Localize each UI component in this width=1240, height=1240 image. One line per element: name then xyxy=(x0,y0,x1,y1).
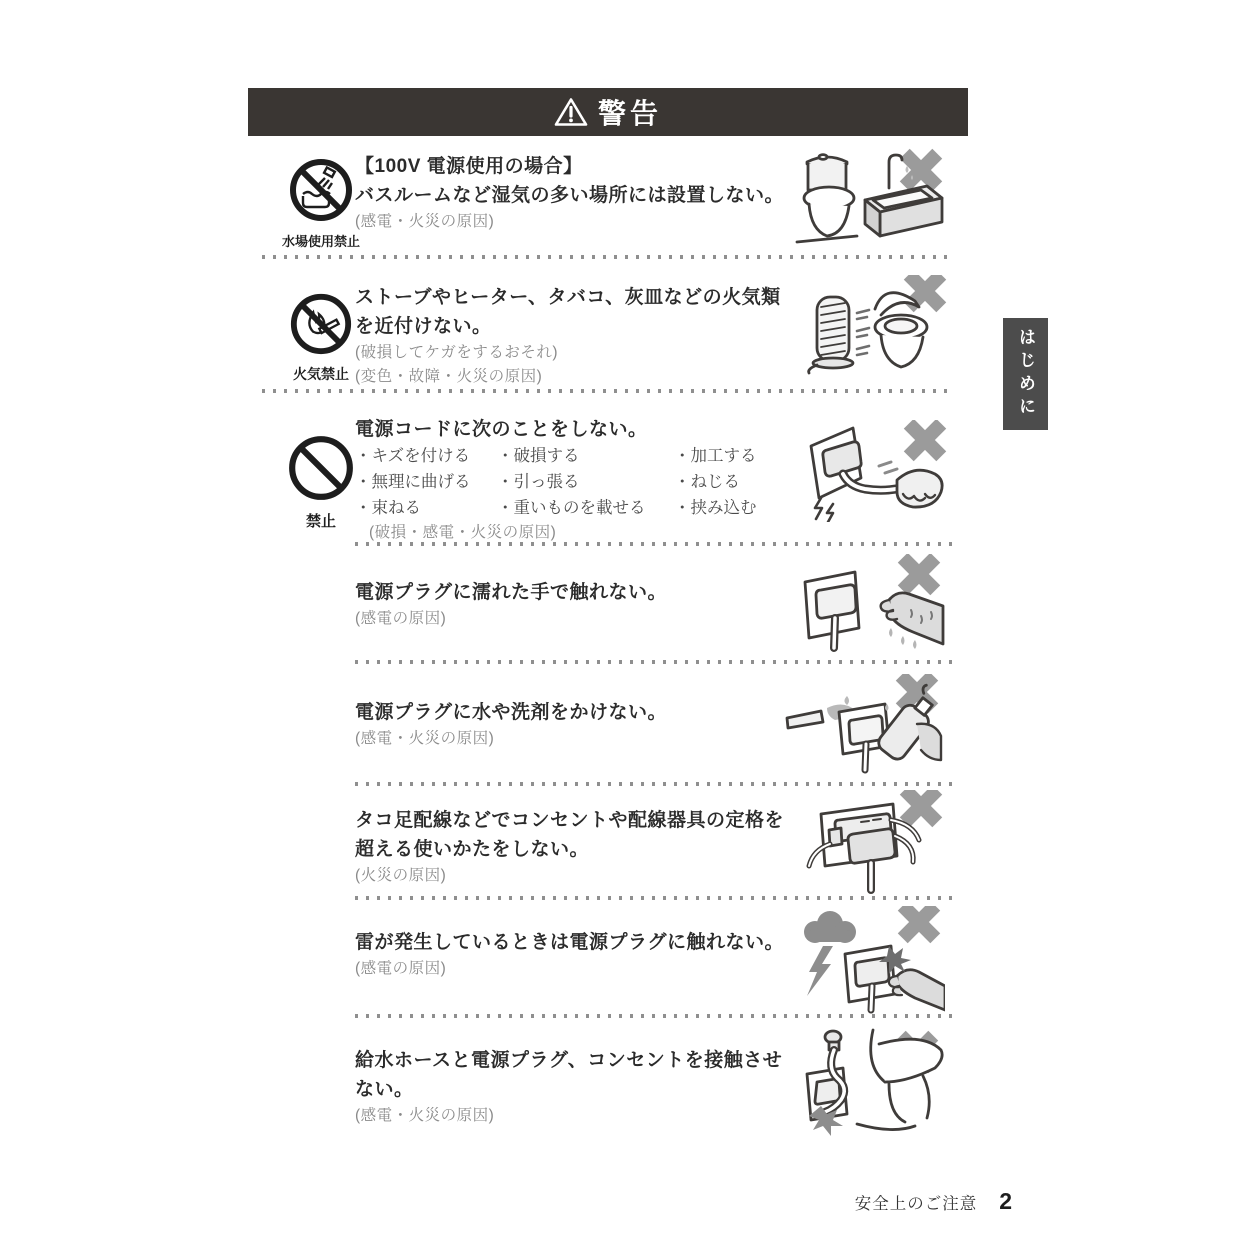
warning-text: 超える使いかたをしない。 xyxy=(355,839,590,860)
section-tab-label: はじめに xyxy=(1016,328,1035,420)
warning-text: 給水ホースと電源プラグ、コンセントを接触させない。 xyxy=(355,1050,783,1100)
warning-text: を近付けない。 xyxy=(355,316,492,337)
warning-note: (感電・火災の原因) xyxy=(355,1107,495,1124)
dotted-separator xyxy=(355,1014,953,1018)
warning-note: (感電の原因) xyxy=(355,610,447,627)
warning-row xyxy=(248,415,968,545)
footer-section-label: 安全上のご注意 xyxy=(854,1195,978,1213)
dotted-separator xyxy=(262,389,954,393)
list-item: ・キズを付ける xyxy=(355,447,471,465)
warning-note: (破損・感電・火災の原因) xyxy=(369,524,557,541)
wet-hand-touching-plug-crossed xyxy=(793,554,945,663)
warning-row xyxy=(248,283,968,391)
heater-near-toilet-crossed xyxy=(803,275,948,392)
warning-text: タコ足配線などでコンセントや配線器具の定格を xyxy=(355,810,785,831)
warning-text: バスルームなど湿気の多い場所には設置しない。 xyxy=(355,185,785,206)
warning-note: (感電・火災の原因) xyxy=(355,730,495,747)
icon-label: 火気禁止 xyxy=(293,366,349,382)
warning-note: (感電の原因) xyxy=(355,960,447,977)
warning-text: 電源プラグに水や洗剤をかけない。 xyxy=(355,702,668,723)
warning-text: 【100V 電源使用の場合】 xyxy=(355,156,583,177)
warning-note: (火災の原因) xyxy=(355,867,447,884)
warning-row xyxy=(248,578,968,663)
page-footer xyxy=(0,1188,1012,1215)
dotted-separator xyxy=(355,782,953,786)
list-item: ・挟み込む xyxy=(674,499,757,517)
warning-row xyxy=(248,152,968,258)
warning-note: (変色・故障・火災の原因) xyxy=(355,368,543,385)
warning-header-title: 警告 xyxy=(597,98,662,129)
list-item: ・引っ張る xyxy=(497,473,580,491)
prohibited-actions-list xyxy=(355,444,795,521)
warning-text: 電源コードに次のことをしない。 xyxy=(355,419,648,440)
dotted-separator xyxy=(355,660,953,664)
footer-page-number: 2 xyxy=(999,1188,1012,1214)
section-tab-hajimeni xyxy=(1003,318,1048,430)
warning-row xyxy=(248,698,968,785)
list-item: ・破損する xyxy=(497,447,580,465)
list-item: ・ねじる xyxy=(674,473,740,491)
lightning-and-plug-crossed xyxy=(793,906,945,1019)
warning-text: 雷が発生しているときは電源プラグに触れない。 xyxy=(355,932,785,953)
list-item: ・無理に曲げる xyxy=(355,473,471,491)
warning-text: 電源プラグに濡れた手で触れない。 xyxy=(355,582,668,603)
warning-triangle-icon xyxy=(554,97,588,127)
list-item: ・重いものを載せる xyxy=(497,499,646,517)
warning-row xyxy=(248,928,968,1017)
water-hose-touching-outlet-crossed xyxy=(793,1026,945,1147)
dotted-separator xyxy=(355,896,953,900)
list-item: ・束ねる xyxy=(355,499,421,517)
icon-label: 禁止 xyxy=(305,513,336,530)
warning-note: (破損してケガをするおそれ) xyxy=(355,344,559,361)
pulling-power-cord-crossed xyxy=(803,420,951,527)
overloaded-outlet-crossed xyxy=(803,790,945,899)
dotted-separator xyxy=(355,542,953,546)
warning-header-bar xyxy=(248,88,968,136)
toilet-and-bathtub-crossed xyxy=(793,148,945,257)
warning-row xyxy=(248,806,968,899)
warning-row xyxy=(248,1046,968,1138)
icon-label: 水場使用禁止 xyxy=(281,234,360,249)
water-and-detergent-on-plug-crossed xyxy=(783,674,945,783)
list-item: ・加工する xyxy=(674,447,757,465)
warning-text: ストーブやヒーター、タバコ、灰皿などの火気類 xyxy=(355,287,781,308)
warning-note: (感電・火災の原因) xyxy=(355,213,495,230)
dotted-separator xyxy=(262,255,954,259)
